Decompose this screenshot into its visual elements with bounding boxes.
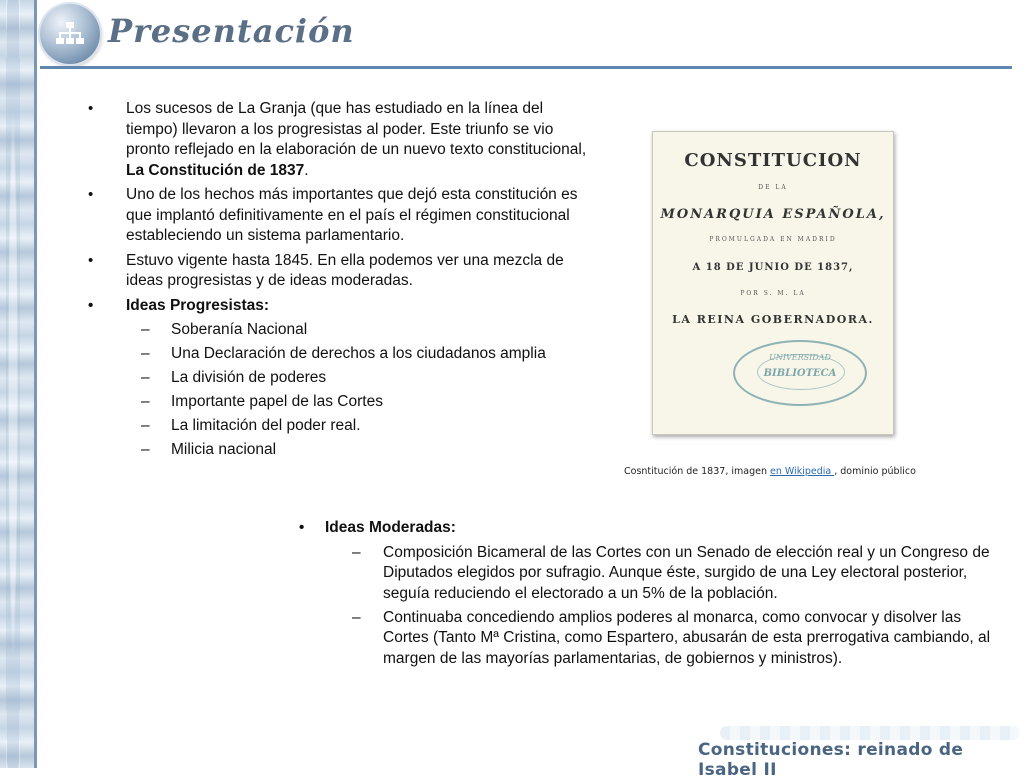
doc-promulgada: PROMULGADA EN MADRID	[709, 236, 837, 243]
doc-title: CONSTITUCION	[684, 150, 862, 171]
sub-item-text: Composición Bicameral de las Cortes con un Senado de elección real y un Congreso de Diputados elegidos por sufragio. Aunque éste, surgido de una Ley electoral posterior, seguía reduciendo el electorado a un 5% de la población.	[383, 543, 990, 602]
list-item-text: Uno de los hechos más importantes que dejó esta constitución es que implantó definitivamente en el país el régimen constitucional estableciendo un sistema parlamentario.	[126, 186, 578, 244]
stamp-text: UNIVERSIDAD	[769, 353, 831, 362]
main-bullet-list	[86, 99, 596, 464]
doc-reina: LA REINA GOBERNADORA.	[672, 313, 874, 326]
list-item-text: Estuvo vigente hasta 1845. En ella podemos ver una mezcla de ideas progresistas y de ideas moderadas.	[126, 251, 564, 289]
image-caption	[624, 466, 916, 477]
list-item-text: Ideas Moderadas:	[325, 519, 456, 536]
page-title: Presentación	[108, 12, 355, 50]
list-item-bold: La Constitución de 1837	[126, 161, 305, 179]
sitemap-logo-icon	[40, 4, 100, 64]
left-decorative-strip	[0, 0, 37, 768]
sub-item-text: Una Declaración de derechos a los ciudadanos amplia	[171, 345, 546, 362]
caption-text: , dominio público	[834, 466, 916, 477]
doc-por: POR S. M. LA	[740, 290, 806, 297]
doc-date: A 18 DE JUNIO DE 1837,	[692, 262, 854, 273]
doc-monarquia: MONARQUIA ESPAÑOLA,	[660, 207, 886, 222]
sub-list-item	[297, 608, 997, 670]
sub-list-item	[86, 344, 596, 365]
sub-item-text: La división de poderes	[171, 369, 327, 386]
sub-list-item	[86, 392, 596, 413]
footer-decoration	[720, 726, 1020, 740]
sub-list-item	[86, 368, 596, 389]
sub-list-item	[86, 440, 596, 461]
list-item-text: .	[304, 161, 309, 179]
list-item	[86, 185, 596, 247]
header-divider	[40, 66, 1012, 69]
section-heading-progresistas	[86, 296, 596, 317]
sub-list-item	[86, 416, 596, 437]
caption-text: Cosntitución de 1837, imagen	[624, 466, 770, 477]
sub-item-text: La limitación del poder real.	[171, 417, 361, 434]
sub-list-item	[86, 320, 596, 341]
list-item-text: Ideas Progresistas:	[126, 296, 270, 314]
sub-item-text: Importante papel de las Cortes	[171, 393, 383, 410]
doc-de-la: DE LA	[758, 184, 788, 191]
sub-item-text: Continuaba concediendo amplios poderes al monarca, como convocar y disolver las Cortes (Tanto Mª Cristina, como Espartero, abusarán de esta prerrogativa cambiando, al margen de las mayorías parlamentarias, de gobiernos y ministros).	[383, 608, 991, 667]
footer-title: Constituciones: reinado de Isabel II	[698, 740, 964, 780]
sub-item-text: Soberanía Nacional	[171, 321, 308, 338]
section-heading-moderadas	[297, 518, 997, 539]
list-item	[86, 99, 596, 181]
sub-list-item	[297, 543, 997, 605]
moderadas-bullet-list	[297, 518, 997, 673]
list-item	[86, 251, 596, 292]
wikipedia-link[interactable]: en Wikipedia	[769, 466, 835, 477]
list-item-text: Los sucesos de La Granja (que has estudiado en la línea del tiempo) llevaron a los progresistas al poder. Este triunfo se vio pronto reflejado en la elaboración de un nuevo texto constitucional,	[126, 100, 587, 158]
constitution-document-image	[652, 131, 894, 435]
sub-item-text: Milicia nacional	[171, 441, 277, 458]
library-stamp	[733, 340, 867, 406]
stamp-text: BIBLIOTECA	[763, 368, 837, 379]
